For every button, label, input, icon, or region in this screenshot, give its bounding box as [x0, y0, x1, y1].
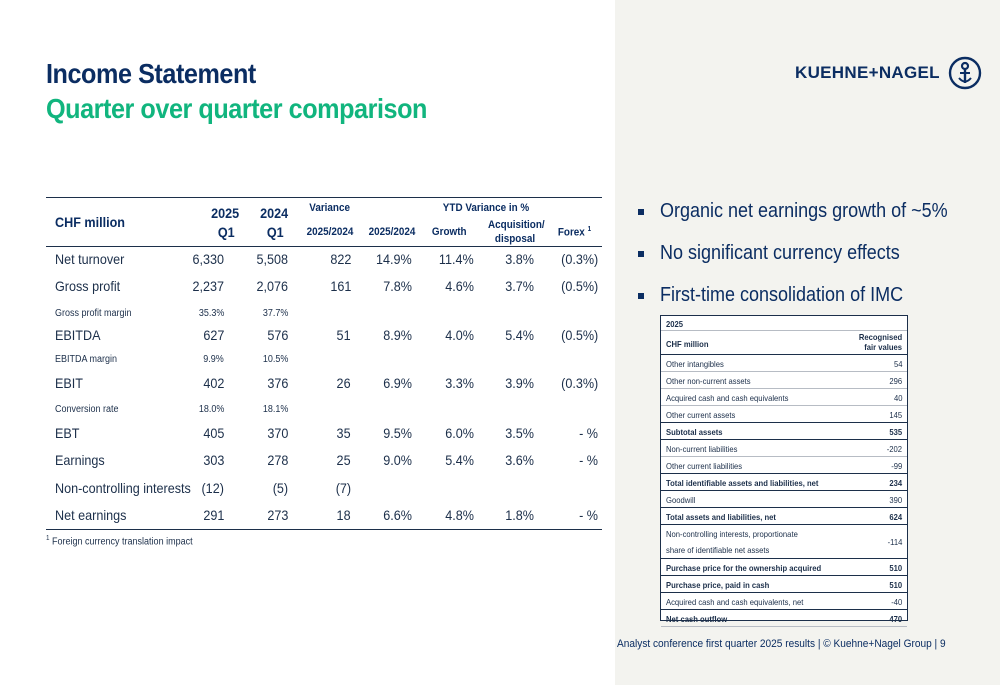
row-value-v2024: 370 — [266, 425, 288, 441]
row-value-v2025: 291 — [202, 507, 224, 523]
row-value-var: 822 — [329, 251, 351, 267]
row-value-v2024: 278 — [266, 452, 288, 468]
imc-row-value: 40 — [893, 393, 902, 403]
imc-row-value: -40 — [890, 597, 902, 607]
header-ytd-variance: YTD Variance in % — [442, 202, 530, 214]
row-value-growth: 5.4% — [445, 452, 474, 468]
row-value-v2024: 576 — [266, 327, 288, 343]
table-row — [46, 327, 602, 351]
imc-row-value: 145 — [889, 410, 902, 420]
row-value-v2025: 405 — [202, 425, 224, 441]
table-top-rule — [46, 197, 602, 198]
row-value-v2025: 303 — [202, 452, 224, 468]
imc-row-value: 470 — [889, 614, 902, 624]
header-q1-2025: Q1 — [217, 224, 235, 240]
row-value-acq: 3.8% — [505, 251, 534, 267]
row-value-forex: (0.3%) — [560, 375, 598, 391]
row-value-acq: 5.4% — [505, 327, 534, 343]
imc-row-value: 54 — [893, 359, 902, 369]
header-2025: 2025 — [211, 205, 240, 221]
row-value-acq: 3.5% — [505, 425, 534, 441]
table-row — [46, 507, 602, 531]
imc-row-value: 234 — [889, 478, 902, 488]
row-value-growth: 4.6% — [445, 278, 474, 294]
imc-row-label: Acquired cash and cash equivalents — [666, 393, 789, 403]
row-value-v2025: 6,330 — [192, 251, 224, 267]
row-value-v2024: 37.7% — [262, 308, 288, 319]
row-value-forex: - % — [579, 452, 598, 468]
kuehne-nagel-logo — [795, 56, 982, 90]
logo-text: KUEHNE+NAGEL — [795, 63, 940, 82]
imc-table-row — [661, 406, 907, 423]
header-growth: Growth — [431, 226, 467, 238]
row-value-acq: 3.9% — [505, 375, 534, 391]
imc-table-row — [661, 440, 907, 457]
row-value-ytd: 7.8% — [383, 278, 412, 294]
row-value-ytd: 8.9% — [383, 327, 412, 343]
header-variance: Variance — [309, 202, 351, 214]
imc-table-row — [661, 610, 907, 627]
table-footnote: $^1$ Foreign currency translation impact — [46, 535, 193, 548]
row-value-v2024: 5,508 — [256, 251, 288, 267]
imc-row-value: -99 — [890, 461, 902, 471]
page-title: Income Statement — [46, 58, 256, 89]
header-variance-sub: 2025/2024 — [306, 226, 354, 238]
key-points — [638, 200, 988, 326]
imc-consolidation-table — [660, 315, 908, 624]
imc-row-value: 296 — [889, 376, 902, 386]
imc-row-value: 624 — [889, 512, 902, 522]
imc-row-label: Purchase price for the ownership acquired — [666, 563, 822, 573]
table-row — [46, 375, 602, 399]
table-row — [46, 251, 602, 275]
row-label: EBITDA — [55, 327, 101, 343]
row-value-growth: 6.0% — [445, 425, 474, 441]
bullet-item: First-time consolidation of IMC — [638, 284, 988, 326]
row-value-ytd: 6.9% — [383, 375, 412, 391]
row-value-forex: (0.5%) — [560, 327, 598, 343]
row-value-acq: 3.7% — [505, 278, 534, 294]
imc-table-row — [661, 576, 907, 593]
row-value-var: 35 — [336, 425, 351, 441]
header-q1-2024: Q1 — [266, 224, 284, 240]
row-value-var: (7) — [335, 480, 351, 496]
imc-table-row — [661, 389, 907, 406]
row-value-forex: (0.3%) — [560, 251, 598, 267]
page-subtitle: Quarter over quarter comparison — [46, 93, 427, 124]
row-label: Net earnings — [55, 507, 127, 523]
row-value-forex: (0.5%) — [560, 278, 598, 294]
row-label: EBIT — [55, 375, 84, 391]
imc-table-row — [661, 457, 907, 474]
imc-row-value: -202 — [886, 444, 902, 454]
row-value-forex: - % — [579, 507, 598, 523]
header-ytd-sub: 2025/2024 — [368, 226, 416, 238]
row-value-ytd: 9.5% — [383, 425, 412, 441]
imc-table-row — [661, 423, 907, 440]
row-value-v2024: (5) — [272, 480, 288, 496]
imc-row-label: Subtotal assets — [666, 427, 723, 437]
row-value-var: 161 — [329, 278, 351, 294]
row-value-var: 18 — [336, 507, 351, 523]
bullet-square-icon — [638, 251, 644, 257]
imc-year-row: 2025 — [661, 316, 907, 331]
row-value-ytd: 14.9% — [376, 251, 412, 267]
imc-row-value: 390 — [889, 495, 902, 505]
table-bottom-rule — [46, 529, 602, 530]
row-value-acq: 3.6% — [505, 452, 534, 468]
row-value-var: 26 — [336, 375, 351, 391]
imc-table-row — [661, 355, 907, 372]
row-label: EBITDA margin — [55, 354, 118, 365]
bullet-square-icon — [638, 209, 644, 215]
imc-row-value: 510 — [889, 580, 902, 590]
row-value-forex: - % — [579, 425, 598, 441]
imc-row-label: Other intangibles — [666, 359, 724, 369]
row-value-v2025: 35.3% — [198, 308, 224, 319]
slide-footer: Analyst conference first quarter 2025 results | © Kuehne+Nagel Group | 9 — [617, 638, 946, 650]
row-label: Non-controlling interests — [55, 480, 191, 496]
row-value-v2025: 18.0% — [198, 404, 224, 415]
row-value-growth: 4.0% — [445, 327, 474, 343]
imc-row-label: Non-controlling interests, proportionate — [666, 529, 798, 539]
row-value-v2025: 627 — [202, 327, 224, 343]
row-label: Gross profit margin — [55, 308, 132, 319]
header-2024: 2024 — [260, 205, 289, 221]
table-row — [46, 278, 602, 302]
imc-table-row — [661, 508, 907, 525]
imc-row-label: Other non-current assets — [666, 376, 751, 386]
imc-row-label: Total assets and liabilities, net — [666, 512, 776, 522]
imc-table-row — [661, 474, 907, 491]
row-value-growth: 4.8% — [445, 507, 474, 523]
row-label: Conversion rate — [55, 404, 119, 415]
header-disposal: disposal — [494, 233, 536, 245]
bullet-item: Organic net earnings growth of ~5% — [638, 200, 988, 242]
imc-row-label: Non-current liabilities — [666, 444, 738, 454]
imc-row-label: Other current assets — [666, 410, 736, 420]
row-value-var: 51 — [336, 327, 351, 343]
row-label: Net turnover — [55, 251, 125, 267]
header-chf-million: CHF million — [55, 214, 126, 230]
imc-row-value: -114 — [887, 537, 902, 547]
table-row — [46, 452, 602, 476]
row-value-v2025: (12) — [201, 480, 224, 496]
row-value-v2024: 18.1% — [262, 404, 288, 415]
bullet-square-icon — [638, 293, 644, 299]
row-value-v2025: 402 — [202, 375, 224, 391]
imc-table-row — [661, 491, 907, 508]
row-label: Gross profit — [55, 278, 121, 294]
row-value-ytd: 6.6% — [383, 507, 412, 523]
row-value-v2024: 376 — [266, 375, 288, 391]
imc-table-row — [661, 525, 907, 559]
imc-table-row — [661, 593, 907, 610]
imc-row-label: Total identifiable assets and liabilities, net — [666, 478, 819, 488]
bullet-item: No significant currency effects — [638, 242, 988, 284]
row-value-v2024: 10.5% — [262, 354, 288, 365]
row-value-var: 25 — [336, 452, 351, 468]
row-value-v2024: 273 — [266, 507, 288, 523]
row-value-growth: 11.4% — [439, 251, 474, 267]
header-forex: Forex $^1$ — [557, 226, 592, 239]
table-header-rule — [46, 246, 602, 247]
imc-row-label: Purchase price, paid in cash — [666, 580, 770, 590]
row-value-ytd: 9.0% — [383, 452, 412, 468]
row-value-v2025: 9.9% — [203, 354, 224, 365]
imc-row-value: 510 — [889, 563, 902, 573]
imc-row-label: Acquired cash and cash equivalents, net — [666, 597, 804, 607]
row-label: EBT — [55, 425, 80, 441]
imc-row-label: Goodwill — [666, 495, 696, 505]
row-value-v2025: 2,237 — [192, 278, 224, 294]
imc-header-row: CHF million Recognised fair values — [661, 331, 907, 355]
header-acquisition: Acquisition/ — [488, 219, 545, 231]
imc-row-value: 535 — [889, 427, 902, 437]
imc-row-label: Other current liabilities — [666, 461, 743, 471]
anchor-logo-icon — [948, 56, 982, 90]
row-value-v2024: 2,076 — [256, 278, 288, 294]
table-row — [46, 425, 602, 449]
row-label: Earnings — [55, 452, 105, 468]
imc-table-row — [661, 372, 907, 389]
imc-row-label: Net cash outflow — [666, 614, 728, 624]
row-value-acq: 1.8% — [505, 507, 534, 523]
imc-row-label-line2: share of identifiable net assets — [666, 545, 770, 555]
row-value-growth: 3.3% — [445, 375, 474, 391]
table-row — [46, 480, 602, 504]
imc-table-row — [661, 559, 907, 576]
